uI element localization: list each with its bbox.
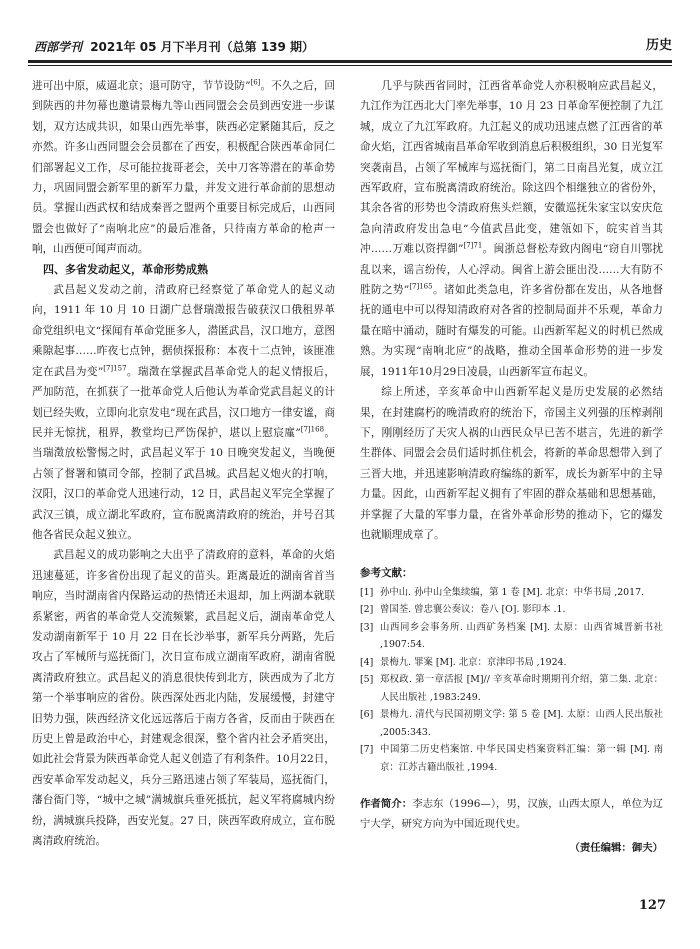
reference-item: [1] 孙中山. 孙中山全集续编，第 1 卷 [M]. 北京：中华书局 ,2017. (360, 586, 645, 598)
reference-item: [2] 曾国荃. 曾忠襄公奏议：卷八 [O]. 影印本 .1. (360, 604, 566, 616)
editor-note: （责任编辑：御夫） (569, 842, 663, 855)
paragraph: 综上所述，辛亥革命中山西新军起义是历史发展的必然结果，在封建腐朽的晚清政府的统治下，帝国主义列强的压榨剥削下，刚刚经历了天灾人祸的山西民众早已苦不堪言，先进的新学生群体、同盟会会员们适时抓住机会，将新的革命思想带入到了三晋大地，并迅速影响清政府编练的新军，成长为新军中的主导力量。因此，山西新军起义拥有了牢固的群众基础和思想基础，并掌握了大量的军事力量，在省外革命形势的推动下，它的爆发也就顺理成章了。 (360, 386, 663, 541)
journal-logo: 西部学刊 (34, 40, 83, 54)
issue-info: 2021年 05 月下半月刊（总第 139 期） (90, 40, 315, 54)
reference-item: [7] 中国第二历史档案馆. 中华民国史档案资料汇编：第一辑 [M]. 南京：江苏古籍出版社 ,1994. (360, 744, 663, 773)
author-bio: 作者简介：李志东（1996—），男，汉族，山西太原人，单位为辽宁大学，研究方向为中国近现代史。 (360, 798, 663, 831)
reference-item: [4] 景梅九. 罪案 [M]. 北京：京津印书局 ,1924. (360, 656, 567, 668)
paragraph: 进可出中原，威逼北京；退可防守，节节设防”[6]。不久之后，回到陕西的井勿幕也邀请景梅九等山西同盟会会员到西安进一步谋划，双方达成共识，如果山西先举事，陕西必定紧随其后，反之亦然。许多山西同盟会会员都在了西安，积极配合陕西革命同仁们部署起义工作，尽可能拉拢哥老会，关中刀客等潜在的革命势力，巩固同盟会新军里的新军力量，并发文进行革命前的思想动员。掌握山西武权和结成秦晋之盟两个重要目标完成后，山西同盟会也做好了“南响北应”的最后准备，只待南方革命的枪声一响，山西便可闻声而动。 (32, 78, 335, 256)
section-heading: 四、多省发动起义，革命形势成熟 (43, 262, 208, 276)
reference-item: [6] 景梅九. 清代与民国初期文学: 第 5 卷 [M]. 太原：山西人民出版社 ,2005:343. (360, 709, 663, 738)
left-column (32, 76, 335, 851)
header-rule-thick (28, 60, 672, 63)
paragraph: 武昌起义的成功影响之大出乎了清政府的意料，革命的火焰迅速蔓延，许多省份出现了起义的苗头。距离最近的湖南省首当响应，当时湖南省内保路运动的热情还未退却，加上两湖本就联系紧密，两省的革命党人交流频繁，武昌起义后，湖南革命党人发动湖南新军于 10 月 22 日在长沙举事，新军兵分两路，先后攻占了军械所与巡抚衙门，次日宣布成立湖南军政府，湖南省脱离清政府独立。武昌起义的消息很快传到北方，陕西成为了北方第一个举事响应的省份。陕西深处西北内陆，发展缓慢，封建守旧势力强，陕西经济文化远远落后于南方各省，反而由于陕西在历史上曾是政治中心，封建观念很深，整个省内社会矛盾突出，如此社会背景为陕西革命党人起义创造了有利条件。10月22日，西安革命军发动起义，兵分三路迅速占领了军装局，巡抚衙门，藩台衙门等，“城中之城”满城旗兵垂死抵抗，起义军将腐城内纷纷，满城旗兵投降，西安光复。27 日，陕西军政府成立，宣布脱离清政府统治。 (32, 549, 335, 848)
page-number: 127 (638, 898, 666, 913)
page-header (28, 34, 672, 60)
reference-item: [5] 郑权政. 第一章活报 [M]// 辛亥革命时期期刊介绍，第二集. 北京：人民出版社 ,1983:249. (360, 674, 663, 703)
paragraph: 几乎与陕西省同时，江西省革命党人亦积极响应武昌起义，九江作为江西北大门率先举事，10 月 23 日革命军便控制了九江城，成立了九江军政府。九江起义的成功迅速点燃了江西省的革命火焰，江西省城南昌革命军收到消息后积极组织，30 日光复军突袭南昌，占领了军械库与巡抚衙门，第二日南昌光复，成立江西军政府，宣布脱离清政府统治。除这四个相继独立的省份外，其余各省的形势也令清政府焦头烂额，安徽巡抚朱家宝以安庆危急向清政府发出急电“今值武昌此变，建瓴如下，皖实首当其冲……万难以资捍御”$^{[7]71}$。闽浙总督松寿致内阁电“窃自川鄂扰乱以来，谣言纷传，人心浮动。闽省上游会匪出没……大有防不胜防之势”$^{[7]165}$。诸如此类急电，许多省份都在发出，从各地督抚的通电中可以得知清政府对各省的控制局面并不乐观，革命力量在暗中涌动，随时有爆发的可能。山西新军起义的时机已然成熟。为实现“南响北应”的战略，推动全国革命形势的进一步发展，1911年10月29日凌晨，山西新军宣布起义。 (360, 80, 664, 378)
references-title: 参考文献： (360, 567, 413, 580)
right-column (360, 76, 663, 859)
reference-item: [3] 山西同乡会事务所. 山西矿务档案 [M]. 太原：山西省城晋新书社 ,1907:54. (360, 621, 663, 651)
paragraph: 武昌起义发动之前，清政府已经察觉了革命党人的起义动向，1911 年 10 月 10 日湖广总督瑞澂报告破获汉口俄租界革命党组织电文“探闻有革命党匪多人，潜匿武昌，汉口地方，意图乘隙起事……昨夜七点钟，据侦探报称：本夜十二点钟，该匪准定在武昌为变”$^{[7]157}$。瑞澂在掌握武昌革命党人的起义情报后，严加防范，在抓获了一批革命党人后他认为革命党武昌起义的计划已经失败，立即向北京发电“现在武昌，汉口地方一律安谧，商民并无惊扰，租界，教堂均已严饬保护，堪以上慰宸廑”$^{[7]168}$。当瑞澂放松警惕之时，武昌起义军于 10 日晚突发起义，当晚便占领了督署和镇司令部，控制了武昌城。武昌起义炮火的打响，汉阳，汉口的革命党人迅速行动，12 日，武昌起义军完全掌握了武汉三镇，成立湖北军政府，宣布脱离清政府的统治，并号召其他各省民众起义独立。 (32, 284, 336, 541)
section-title: 历史 (645, 38, 672, 53)
journal-info (34, 38, 314, 55)
header-rule-thin (28, 65, 672, 66)
